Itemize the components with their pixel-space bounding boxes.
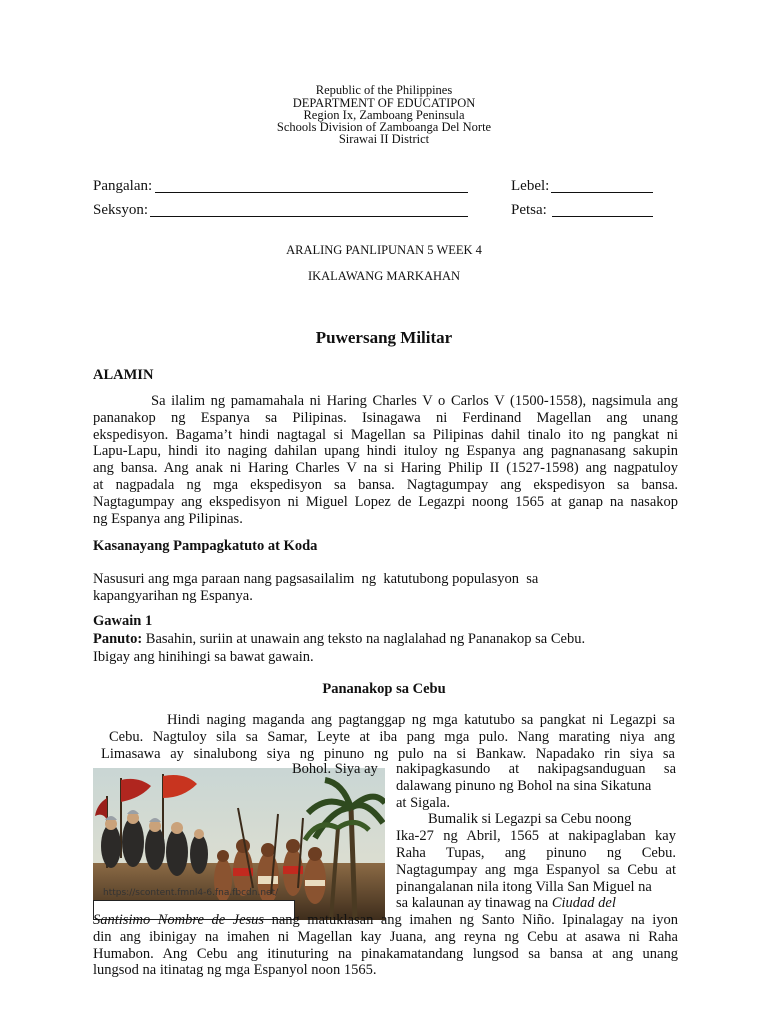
- reading-line: Hindi naging maganda ang pagtanggap ng mga katutubo sa pangkat ni Legazpi sa: [167, 712, 675, 728]
- competency-line-2: kapangyarihan ng Espanya.: [93, 588, 253, 604]
- reading-bottom-line: lungsod na itinatag ng mga Espanyol noon 1565.: [93, 962, 377, 979]
- date-field[interactable]: [552, 216, 653, 217]
- reading-side-line: dalawang pinuno ng Bohol na sina Sikatuna: [396, 777, 652, 794]
- reading-side-line-last: [396, 895, 676, 912]
- alamin-line: ang bansa. Ang anak ni Haring Charles V na si Haring Philip II (1527-1598) ang nagpatuloy: [93, 460, 678, 477]
- competency-line-1: Nasusuri ang mga paraan nang pagsasailalim ng katutubong populasyon sa: [93, 571, 539, 587]
- reading-italic-name: Santisimo Nombre de Jesus: [93, 912, 265, 928]
- reading-paragraph-bottom: [93, 912, 678, 979]
- panuto-text: Basahin, suriin at unawain ang teksto na naglalahad ng Pananakop sa Cebu.: [142, 631, 586, 647]
- alamin-line: ekspedisyon. Bagama’t hindi nagtagal si Magellan sa Pilipinas dahil tinalo ito ng pangkat ni: [93, 426, 678, 443]
- reading-side-text: sa kalaunan ay tinawag na: [396, 895, 552, 912]
- subject-heading: ARALING PANLIPUNAN 5 WEEK 4: [286, 243, 482, 257]
- reading-overlap-text: Bohol. Siya ay: [292, 761, 378, 777]
- page-title: Puwersang Militar: [315, 328, 453, 347]
- section-field[interactable]: [150, 216, 468, 217]
- reading-side-line: pinangalanan nila itong Villa San Miguel na: [396, 878, 652, 895]
- reading-line: Cebu. Nagtuloy sila sa Samar, Leyte at iba pang mga pulo. Nang marating niya ang: [109, 728, 675, 745]
- quarter-heading: IKALAWANG MARKAHAN: [307, 269, 461, 283]
- historical-painting-image: [93, 768, 385, 920]
- reading-bottom-first-rest: nang matuklasan ang imahen ng Santo Niño. Ipinalagay na iyon: [264, 912, 678, 928]
- date-label: Petsa:: [511, 202, 547, 218]
- reading-bottom-line: [93, 912, 678, 929]
- name-label: Pangalan:: [93, 178, 153, 194]
- reading-paragraph-side: [396, 761, 676, 912]
- alamin-line: ng Espanya ang Pilipinas.: [93, 510, 243, 527]
- reading-side-line: Nagtagumpay ang mga Espanyol sa Cebu at: [396, 861, 676, 878]
- header-region: Region Ix, Zamboang Peninsula: [303, 108, 465, 122]
- panuto-label: Panuto:: [93, 631, 143, 647]
- gawain-heading: Gawain 1: [93, 613, 153, 629]
- competency-heading: Kasanayang Pampagkatuto at Koda: [93, 538, 318, 554]
- alamin-line: Lapu-Lapu, hindi ito naging dahilan upang hindi ituloy ng Espanya ang pagnanasang sakupin: [93, 443, 678, 460]
- level-label: Lebel:: [511, 178, 550, 194]
- reading-side-line: Ika-27 ng Abril, 1565 at nakipaglaban kay: [396, 828, 676, 845]
- reading-side-line: nakipagkasundo at nakipagsanduguan sa: [396, 761, 676, 777]
- alamin-line: Sa ilalim ng pamamahala ni Haring Charles V o Carlos V (1500-1558), nagsimula ang: [151, 393, 678, 409]
- reading-title: Pananakop sa Cebu: [322, 681, 446, 697]
- name-field[interactable]: [155, 192, 468, 193]
- alamin-line: at nagpadala ng mga ekspedisyon sa bansa. Nagtagumpay ang ekspedisyon sa bansa.: [93, 476, 678, 493]
- reading-side-line: at Sigala.: [396, 794, 450, 811]
- section-label: Seksyon:: [93, 202, 149, 218]
- reading-line: Limasawa ay sinalubong siya ng pinuno ng pulo na si Bankaw. Napadako rin siya sa: [101, 745, 675, 762]
- header-division: Schools Division of Zamboanga Del Norte: [276, 120, 492, 134]
- reading-italic-place: Ciudad del: [551, 895, 616, 912]
- header-district: Sirawai II District: [338, 132, 430, 146]
- image-url-caption: https://scontent.fmnl4-6.fna.fbcdn.net/: [103, 888, 279, 898]
- reading-bottom-line: Humabon. Ang Cebu ang itinuturing na pinakamatandang lungsod sa bansa at ang unang: [93, 945, 678, 962]
- reading-side-line: Bumalik si Legazpi sa Cebu noong: [428, 811, 632, 828]
- alamin-heading: ALAMIN: [93, 367, 154, 383]
- alamin-line: Nagtagumpay ang ekspedisyon ni Miguel Lopez de Legazpi noong 1565 at ganap na nasakop: [93, 493, 678, 510]
- reading-paragraph-top: [101, 712, 675, 762]
- reading-side-line: Raha Tupas, ang pinuno ng Cebu.: [396, 844, 676, 861]
- alamin-line: pananakop ng Espanya sa Pilipinas. Isinagawa ni Ferdinand Magellan ang unang: [93, 409, 678, 426]
- gawain-instruction: Ibigay ang hinihingi sa bawat gawain.: [93, 649, 314, 665]
- header-republic: Republic of the Philippines: [315, 83, 453, 97]
- reading-bottom-line: din ang ibinigay na imahen ni Magellan kay Juana, ang reyna ng Cebu at asawa ni Raha: [93, 928, 678, 945]
- level-field[interactable]: [551, 192, 653, 193]
- alamin-paragraph: [93, 393, 678, 527]
- header-department: DEPARTMENT OF EDUCATIPON: [292, 96, 476, 110]
- panuto-line: [93, 631, 585, 648]
